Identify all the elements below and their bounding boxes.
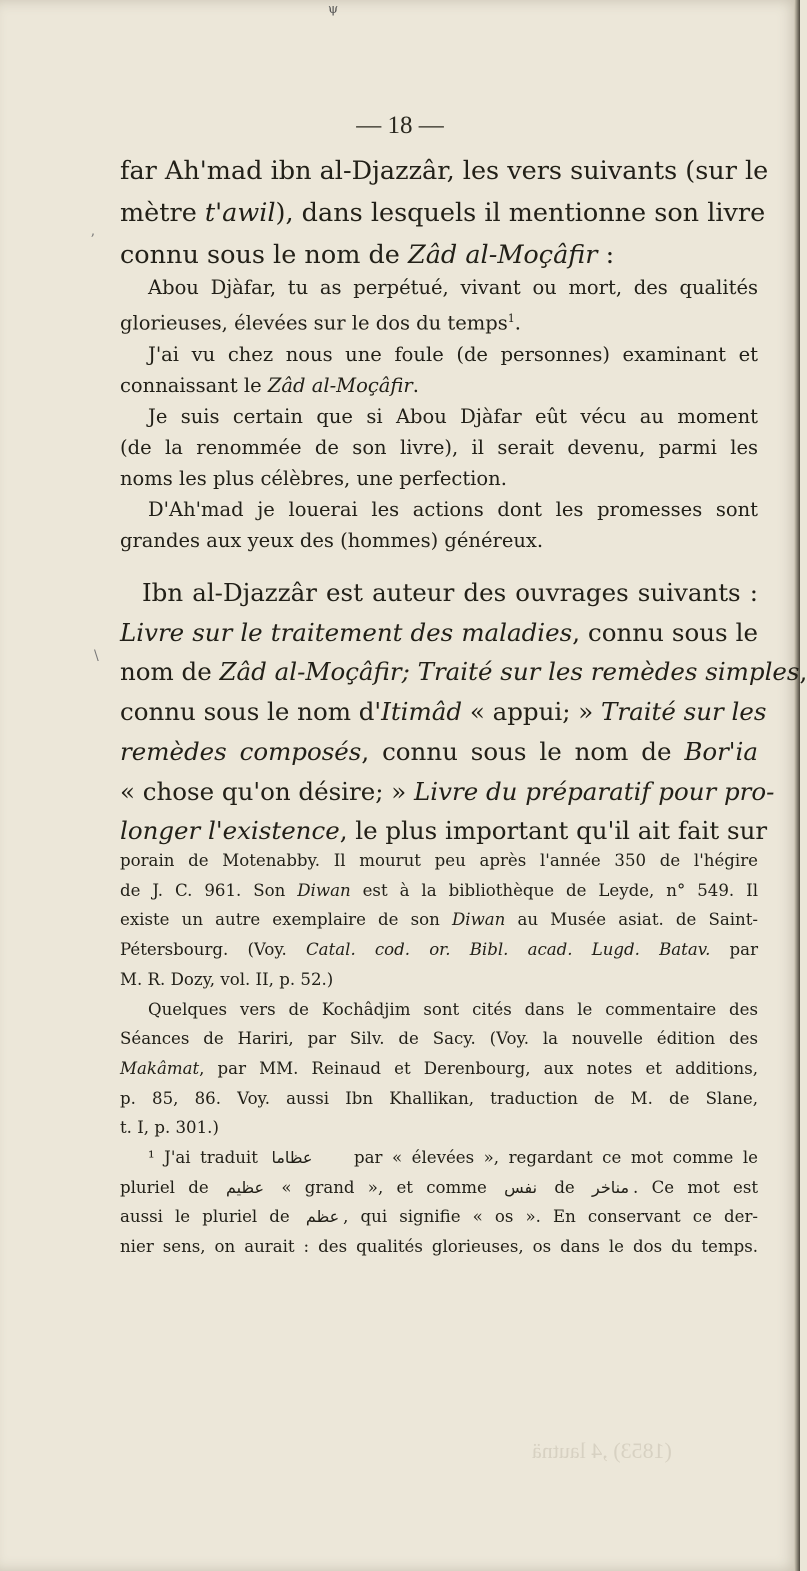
text-line: mètre t'awil), dans lesquels il mentionne son livre	[120, 198, 766, 228]
margin-tick: \	[94, 648, 99, 664]
text-line: glorieuses, élevées sur le dos du temps$^1$.	[120, 311, 521, 335]
text-line: J'ai vu chez nous une foule (de personnes) examinant et	[148, 342, 758, 366]
text-line: connu sous le nom de Zâd al-Moçâfir :	[120, 240, 615, 270]
text-line: (de la renommée de son livre), il serait devenu, parmi les	[120, 435, 758, 459]
text-line: connu sous le nom d'Itimâd « appui; » Traité sur les	[120, 697, 767, 727]
arabic-word: مناخر	[592, 1177, 630, 1197]
arabic-word: عظم	[305, 1207, 340, 1227]
note-line: Pétersbourg. (Voy. Catal. cod. or. Bibl. acad. Lugd. Batav. par	[120, 940, 759, 960]
text-line: « chose qu'on désire; » Livre du préparatif pour pro-	[120, 776, 775, 806]
footnote-line: ¹ J'ai traduit عظاما par « élevées », regardant ce mot comme le	[120, 1143, 758, 1173]
arabic-word: عظاما	[271, 1148, 313, 1168]
note-line: de J. C. 961. Son Diwan est à la bibliothèque de Leyde, n° 549. Il	[120, 880, 759, 900]
corner-mark: ψ	[328, 2, 339, 17]
intro-paragraph	[120, 150, 769, 276]
footnotes	[120, 846, 758, 1262]
works-paragraph	[120, 573, 807, 851]
note-line: porain de Motenabby. Il mourut peu après l'année 350 de l'hégire	[120, 851, 758, 870]
text-line: longer l'existence, le plus important qu'il ait fait sur	[120, 816, 768, 846]
text-line: Livre sur le traitement des maladies, connu sous le	[120, 617, 758, 647]
arabic-word: نفس	[504, 1177, 538, 1197]
margin-tick: ʼ	[90, 232, 95, 248]
note-line: Makâmat, par MM. Reinaud et Derenbourg, aux notes et additions,	[120, 1058, 758, 1078]
poem-translation	[120, 272, 758, 556]
note-line: Séances de Hariri, par Silv. de Sacy. (Voy. la nouvelle édition des	[120, 1029, 758, 1049]
note-line: Quelques vers de Kochâdjim sont cités dans le commentaire des	[148, 999, 758, 1019]
arabic-word: عظيم	[225, 1177, 265, 1197]
page-binding-edge	[794, 0, 800, 1571]
footnote-line: aussi le pluriel de عظم , qui signifie « os ». En conservant ce der-	[120, 1202, 758, 1232]
note-line: M. R. Dozy, vol. II, p. 52.)	[120, 969, 334, 989]
text-line: noms les plus célèbres, une perfection.	[120, 466, 507, 490]
footnote-line: nier sens, on aurait : des qualités glorieuses, os dans le dos du temps.	[120, 1237, 758, 1257]
text-line: grandes aux yeux des (hommes) généreux.	[120, 528, 544, 552]
text-line: far Ah'mad ibn al-Djazzâr, les vers suivants (sur le	[120, 156, 769, 186]
note-line: t. I, p. 301.)	[120, 1118, 219, 1138]
text-line: Je suis certain que si Abou Djàfar eût vécu au moment	[148, 404, 758, 428]
text-line: Ibn al-Djazzâr est auteur des ouvrages suivants :	[142, 578, 758, 607]
text-line: remèdes composés, connu sous le nom de Bor'ia	[120, 736, 758, 766]
footnote-line: pluriel de عظيم « grand », et comme نفس de مناخر . Ce mot est	[120, 1173, 758, 1203]
text-line: connaissant le Zâd al-Moçâfir.	[120, 373, 419, 397]
text-line: D'Ah'mad je louerai les actions dont les promesses sont	[148, 497, 758, 521]
text-line: nom de Zâd al-Moçâfir; Traité sur les remèdes simples,	[120, 657, 807, 687]
note-line: existe un autre exemplaire de son Diwan au Musée asiat. de Saint-	[120, 910, 759, 930]
text-line: Abou Djàfar, tu as perpétué, vivant ou mort, des qualités	[148, 276, 758, 299]
note-line: p. 85, 86. Voy. aussi Ibn Khallikan, traduction de M. de Slane,	[120, 1088, 758, 1108]
bleed-through-text: (1853) ,4 lautnä	[532, 1438, 672, 1463]
page-number: — 18 —	[356, 112, 444, 139]
